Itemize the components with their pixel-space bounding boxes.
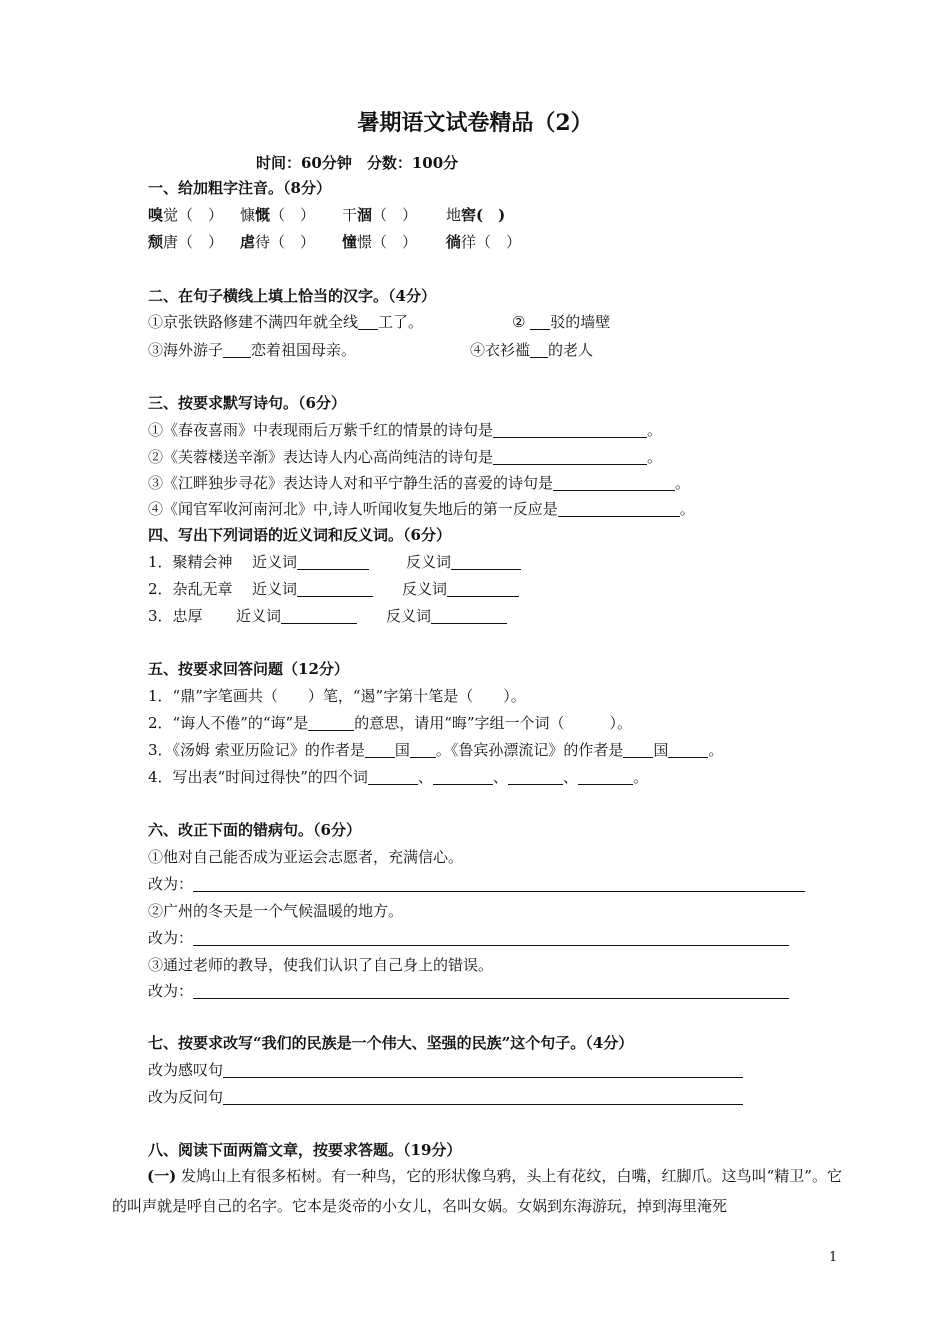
word-item: 2．杂乱无章: [148, 580, 233, 598]
poem-item: ①《春夜喜雨》中表现雨后万紫千红的情景的诗句是 。: [148, 421, 663, 439]
poem-item: ②《芙蓉楼送辛渐》表达诗人内心高尚纯洁的诗句是 。: [148, 448, 663, 466]
synonym-blank: 近义词: [252, 552, 369, 572]
pinyin-item: 虐待（ ）: [240, 233, 316, 251]
poem-item: ③《江畔独步寻花》表达诗人对和平宁静生活的喜爱的诗句是 。: [148, 474, 691, 492]
correction-line: 改为：: [148, 874, 805, 894]
antonym-blank: 反义词: [402, 579, 519, 599]
section-8-heading: 八、阅读下面两篇文章，按要求答题。（19分）: [148, 1141, 462, 1159]
fill-item: ④衣衫褴 的老人: [470, 341, 594, 359]
sentence-item: ②广州的冬天是一个气候温暖的地方。: [148, 902, 404, 920]
exam-meta: 时间：60分钟 分数：100分: [256, 154, 459, 172]
rewrite-line: 改为反问句: [148, 1087, 743, 1107]
section-6-heading: 六、改正下面的错病句。（6分）: [148, 821, 361, 839]
sentence-item: ③通过老师的教导，使我们认识了自己身上的错误。: [148, 956, 494, 974]
section-2-heading: 二、在句子横线上填上恰当的汉字。（4分）: [148, 287, 436, 305]
pinyin-item: 嗅觉（ ）: [148, 206, 224, 224]
pinyin-item: 地窖( ): [446, 206, 506, 224]
antonym-blank: 反义词: [406, 552, 521, 572]
question-item: 4．写出表“时间过得快”的四个词 、 、 、 。: [148, 768, 648, 786]
sentence-item: ①他对自己能否成为亚运会志愿者，充满信心。: [148, 848, 464, 866]
synonym-blank: 近义词: [236, 606, 357, 626]
word-item: 1．聚精会神: [148, 553, 233, 571]
section-1-heading: 一、给加粗字注音。（8分）: [148, 179, 331, 197]
poem-item: ④《闻官军收河南河北》中,诗人听闻收复失地后的第一反应是 。: [148, 500, 695, 518]
rewrite-line: 改为感叹句: [148, 1060, 743, 1080]
antonym-blank: 反义词: [386, 606, 507, 626]
pinyin-item: 慷慨（ ）: [240, 206, 316, 224]
question-item: 2．“诲人不倦”的“诲”是 的意思，请用“晦”字组一个词（ ）。: [148, 714, 633, 732]
section-3-heading: 三、按要求默写诗句。（6分）: [148, 394, 346, 412]
fill-item: ③海外游子 恋着祖国母亲。: [148, 341, 357, 359]
word-item: 3．忠厚: [148, 607, 203, 625]
section-7-heading: 七、按要求改写“我们的民族是一个伟大、坚强的民族”这个句子。（4分）: [148, 1034, 634, 1052]
section-4-heading: 四、写出下列词语的近义词和反义词。（6分）: [148, 526, 451, 544]
synonym-blank: 近义词: [252, 579, 373, 599]
page-number: 1: [829, 1250, 838, 1265]
section-5-heading: 五、按要求回答问题（12分）: [148, 660, 349, 678]
fill-item: ①京张铁路修建不满四年就全线 工了。: [148, 313, 424, 331]
pinyin-item: 憧憬（ ）: [342, 233, 418, 251]
pinyin-item: 颓唐（ ）: [148, 233, 224, 251]
fill-item: ② 驳的墙壁: [512, 313, 611, 331]
page-title: 暑期语文试卷精品（2）: [357, 110, 593, 136]
correction-line: 改为：: [148, 981, 789, 1001]
question-item: 3．《汤姆 索亚历险记》的作者是 国 。《鲁宾孙漂流记》的作者是 国 。: [148, 741, 724, 759]
pinyin-item: 徜徉（ ）: [446, 233, 522, 251]
question-item: 1．“鼎”字笔画共（ ）笔，“遏”字第十笔是（ ）。: [148, 687, 526, 705]
pinyin-item: 干涸（ ）: [342, 206, 418, 224]
correction-line: 改为：: [148, 928, 789, 948]
reading-passage: (一) 发鸠山上有很多柘树。有一种鸟，它的形状像乌鸦，头上有花纹，白嘴，红脚爪。这鸟叫“精卫”。它的叫声就是呼自己的名字。它本是炎帝的小女儿，名叫女娲。女娲到东海游玩，掉到海里淹死: [112, 1167, 843, 1215]
